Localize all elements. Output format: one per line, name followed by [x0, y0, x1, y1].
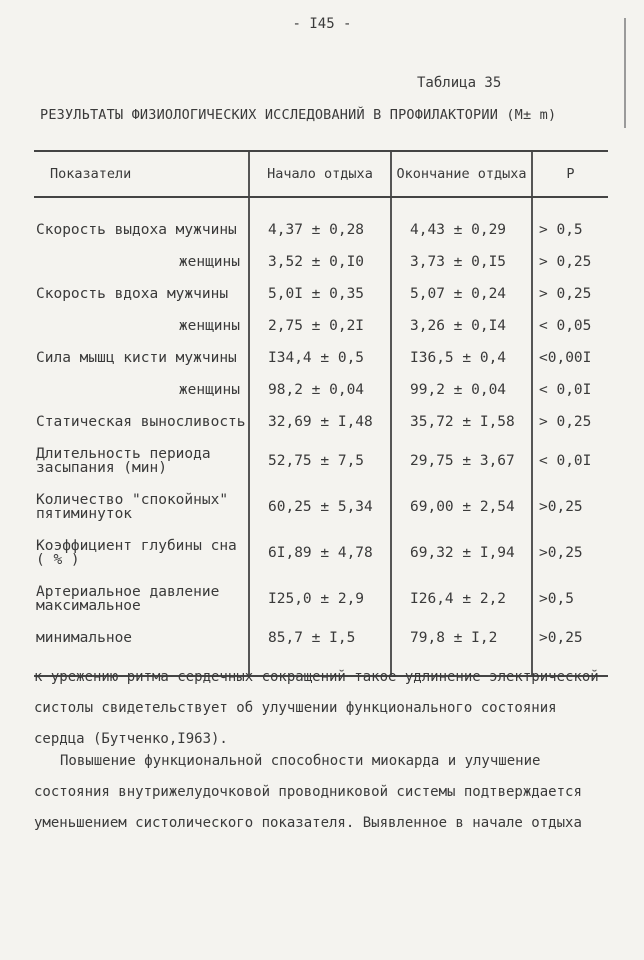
- indicator-cell: Артериальное давление максимальное: [36, 584, 220, 614]
- end-value: 3,26 ± 0,I4: [391, 310, 532, 342]
- table-number: Таблица 35: [417, 75, 502, 91]
- table-row: [34, 342, 608, 374]
- end-value: 99,2 ± 0,04: [391, 374, 532, 406]
- indicator-cell: Коэффициент глубины сна ( % ): [36, 538, 237, 568]
- p-value: < 0,05: [532, 310, 608, 342]
- header-end: Окончание отдыха: [391, 151, 532, 197]
- indicator-cell: Длительность периода засыпания (мин): [36, 446, 211, 476]
- table-row: [34, 576, 608, 622]
- table-title: РЕЗУЛЬТАТЫ ФИЗИОЛОГИЧЕСКИХ ИССЛЕДОВАНИЙ В ПРОФИЛАКТОРИИ (M± m): [40, 107, 557, 123]
- p-value: >0,25: [532, 484, 608, 530]
- end-value: I26,4 ± 2,2: [391, 576, 532, 622]
- end-value: 5,07 ± 0,24: [391, 278, 532, 310]
- start-value: 2,75 ± 0,2I: [249, 310, 391, 342]
- p-value: >0,5: [532, 576, 608, 622]
- header-p: P: [532, 151, 608, 197]
- indicator-cell: Скорость выдоха мужчины: [36, 222, 237, 238]
- end-value: 3,73 ± 0,I5: [391, 246, 532, 278]
- table-row: [34, 214, 608, 246]
- end-value: 69,00 ± 2,54: [391, 484, 532, 530]
- header-start: Начало отдыха: [249, 151, 391, 197]
- start-value: 52,75 ± 7,5: [249, 438, 391, 484]
- table-row: [34, 484, 608, 530]
- indicator-cell: женщины: [178, 318, 240, 334]
- p-value: > 0,25: [532, 246, 608, 278]
- end-value: 79,8 ± I,2: [391, 622, 532, 676]
- end-value: 4,43 ± 0,29: [391, 214, 532, 246]
- body-paragraph: к урежению ритма сердечных сокращений такое удлинение электрической систолы свидетельствует об улучшении функционального состояния сердца (Бутченко,I963).: [34, 669, 599, 747]
- indicator-cell: Скорость вдоха мужчины: [36, 286, 229, 302]
- end-value: 69,32 ± I,94: [391, 530, 532, 576]
- table-row: [34, 246, 608, 278]
- table-row: [34, 406, 608, 438]
- start-value: 60,25 ± 5,34: [249, 484, 391, 530]
- p-value: <0,00I: [532, 342, 608, 374]
- indicator-cell: Количество "спокойных" пятиминуток: [36, 492, 229, 522]
- end-value: I36,5 ± 0,4: [391, 342, 532, 374]
- p-value: >0,25: [532, 530, 608, 576]
- indicator-cell: Сила мышц кисти мужчины: [36, 350, 237, 366]
- p-value: > 0,25: [532, 278, 608, 310]
- page-number: - I45 -: [292, 16, 352, 32]
- table-row: [34, 278, 608, 310]
- start-value: 85,7 ± I,5: [249, 622, 391, 676]
- end-value: 35,72 ± I,58: [391, 406, 532, 438]
- start-value: 4,37 ± 0,28: [249, 214, 391, 246]
- p-value: > 0,25: [532, 406, 608, 438]
- page-edge: [624, 18, 626, 128]
- end-value: 29,75 ± 3,67: [391, 438, 532, 484]
- indicator-cell: женщины: [178, 382, 240, 398]
- start-value: 32,69 ± I,48: [249, 406, 391, 438]
- indicator-cell: женщины: [178, 254, 240, 270]
- start-value: 6I,89 ± 4,78: [249, 530, 391, 576]
- table-row: [34, 310, 608, 342]
- indicator-cell: Статическая выносливость: [36, 414, 246, 430]
- indicator-cell: минимальное: [34, 622, 249, 676]
- start-value: 5,0I ± 0,35: [249, 278, 391, 310]
- start-value: I25,0 ± 2,9: [249, 576, 391, 622]
- start-value: 3,52 ± 0,I0: [249, 246, 391, 278]
- header-indicator: Показатели: [34, 151, 249, 197]
- table-row: [34, 374, 608, 406]
- table-row: [34, 438, 608, 484]
- p-value: > 0,5: [532, 214, 608, 246]
- body-paragraph: Повышение функциональной способности миокарда и улучшение состояния внутрижелудочковой проводниковой системы подтверждается уменьшением систолического показателя. Выявленное в начале отдыха: [34, 753, 582, 831]
- p-value: < 0,0I: [532, 374, 608, 406]
- table-row: [34, 530, 608, 576]
- p-value: >0,25: [532, 622, 608, 676]
- p-value: < 0,0I: [532, 438, 608, 484]
- start-value: 98,2 ± 0,04: [249, 374, 391, 406]
- results-table: [34, 150, 608, 677]
- start-value: I34,4 ± 0,5: [249, 342, 391, 374]
- table-header-row: [34, 151, 608, 197]
